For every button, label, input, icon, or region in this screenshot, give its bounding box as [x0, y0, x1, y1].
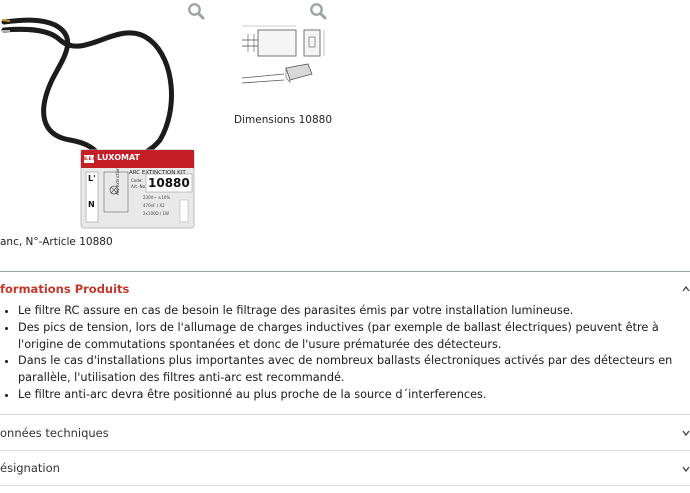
device-brand: LUXOMAT [97, 153, 140, 162]
features-list [4, 303, 686, 404]
device-art-label: Art.-No. [131, 184, 147, 189]
product-caption: anc, N°-Article 10880 [0, 236, 113, 248]
feature-item: • Des pics de tension, lors de l'allumage de charges inductives (par exemple de ballast électriques) peuvent être à l'origine de commutations spontanées et donc de l'usure prématurée des détecteurs. [18, 320, 686, 354]
accordion-header-donnees-techniques[interactable] [0, 415, 690, 449]
zoom-product-icon[interactable] [187, 2, 205, 20]
chevron-down-icon [682, 465, 690, 473]
chevron-down-icon [682, 429, 690, 437]
accordion-header-informations[interactable] [0, 272, 690, 300]
dimensions-drawing-graphic [236, 20, 336, 95]
device-terminal-l: L' [88, 174, 96, 183]
device-terminal-n: N [88, 200, 95, 209]
chevron-up-icon [682, 285, 690, 293]
device-side-text: Arc extinction [115, 167, 120, 195]
dimensions-caption: Dimensions 10880 [234, 114, 333, 126]
device-spec-1: 230V~ ±10% [143, 195, 171, 200]
device-article-number: 10880 [148, 176, 190, 190]
dimensions-image[interactable] [236, 20, 336, 95]
section-title-donnees-techniques: onnées techniques [0, 426, 109, 440]
product-image[interactable] [0, 0, 205, 232]
device-code-label: Code: [131, 178, 143, 183]
device-spec-2: 470nF / X2 [143, 203, 165, 208]
accordion-header-designation[interactable] [0, 451, 690, 485]
section-title-informations: formations Produits [0, 282, 130, 296]
feature-item: • Le filtre anti-arc devra être positionné au plus proche de la source d´interferences. [18, 387, 686, 404]
device-kit-title: ARC EXTINCTION KIT [129, 170, 186, 176]
device-brand-prefix: B.E.G [84, 156, 97, 161]
device-spec-3: 2x100Ω / 1W [143, 211, 169, 216]
section-divider-bottom [0, 485, 690, 486]
product-photo-graphic [0, 0, 205, 232]
zoom-dimensions-icon[interactable] [309, 2, 327, 20]
section-title-designation: ésignation [0, 461, 60, 475]
feature-item: • Dans le cas d'installations plus importantes avec de nombreux ballasts électroniques activés par des détecteurs en parallèle, l'utilisation des filtres anti-arc est recommandé. [18, 353, 686, 387]
feature-item: • Le filtre RC assure en cas de besoin le filtrage des parasites émis par votre installation lumineuse. [18, 303, 686, 320]
